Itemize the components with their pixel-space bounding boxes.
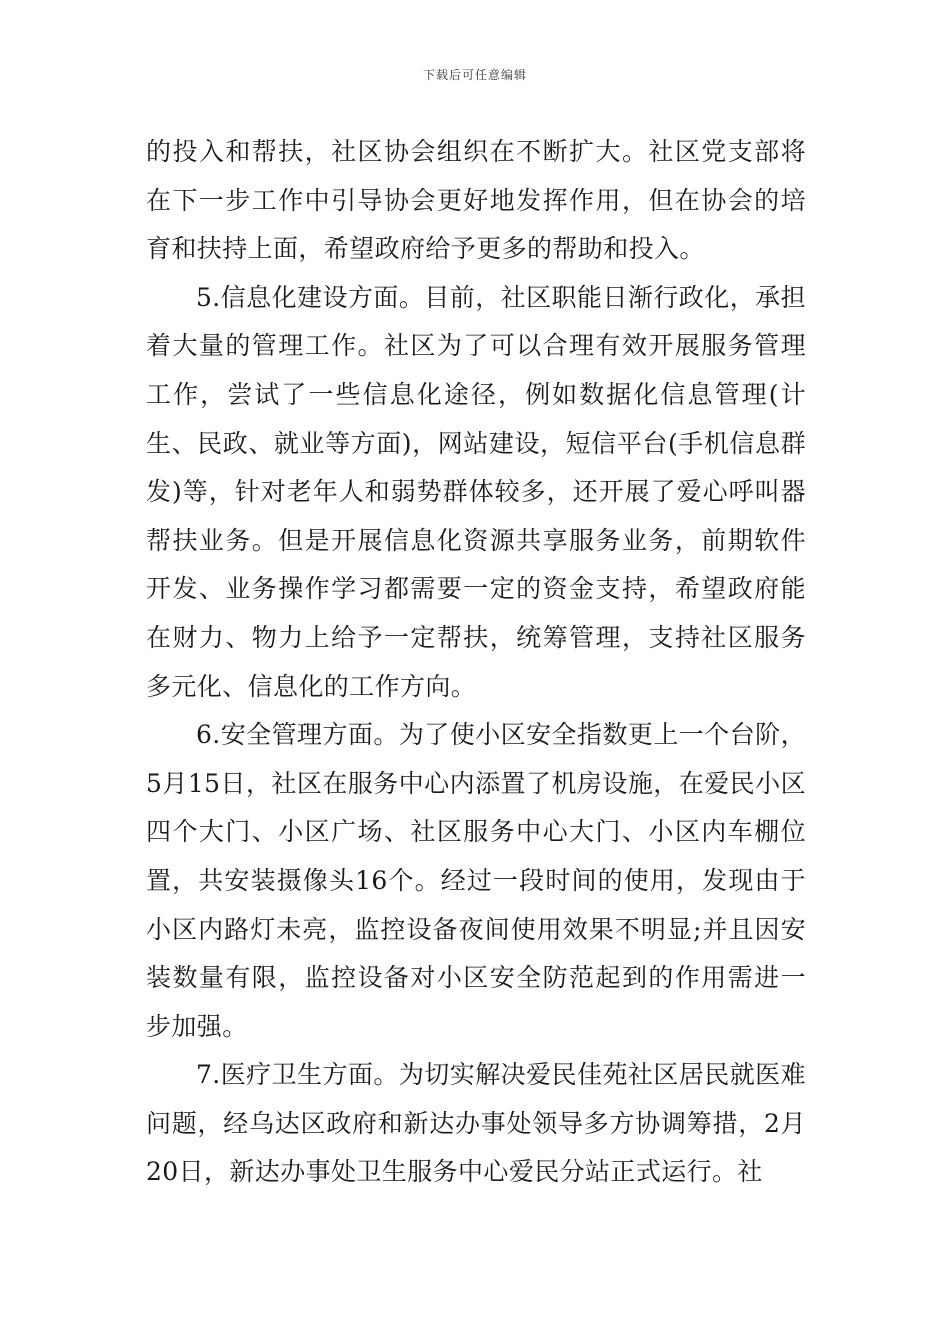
paragraph-informatization: 5.信息化建设方面。目前，社区职能日渐行政化，承担着大量的管理工作。社区为了可以合理有效开展服务管理工作，尝试了一些信息化途径，例如数据化信息管理(计生、民政、就业等方面)，网站建设，短信平台(手机信息群发)等，针对老年人和弱势群体较多，还开展了爱心呼叫器帮扶业务。但是开展信息化资源共享服务业务，前期软件开发、业务操作学习都需要一定的资金支持，希望政府能在财力、物力上给予一定帮扶，统筹管理，支持社区服务多元化、信息化的工作方向。 [146,282,806,701]
paragraph-medical-health: 7.医疗卫生方面。为切实解决爱民佳苑社区居民就医难问题，经乌达区政府和新达办事处领导多方协调筹措，2月20日，新达办事处卫生服务中心爱民分站正式运行。社 [146,1060,806,1187]
paragraph-continuation: 的投入和帮扶，社区协会组织在不断扩大。社区党支部将在下一步工作中引导协会更好地发挥作用，但在协会的培育和扶持上面，希望政府给予更多的帮助和投入。 [146,137,806,264]
document-body [146,128,806,1197]
page-header-note: 下载后可任意编辑 [422,68,527,82]
paragraph-safety-management: 6.安全管理方面。为了使小区安全指数更上一个台阶，5月15日，社区在服务中心内添置了机房设施，在爱民小区四个大门、小区广场、社区服务中心大门、小区内车棚位置，共安装摄像头16个。经过一段时间的使用，发现由于小区内路灯未亮，监控设备夜间使用效果不明显;并且因安装数量有限，监控设备对小区安全防范起到的作用需进一步加强。 [146,720,806,1041]
